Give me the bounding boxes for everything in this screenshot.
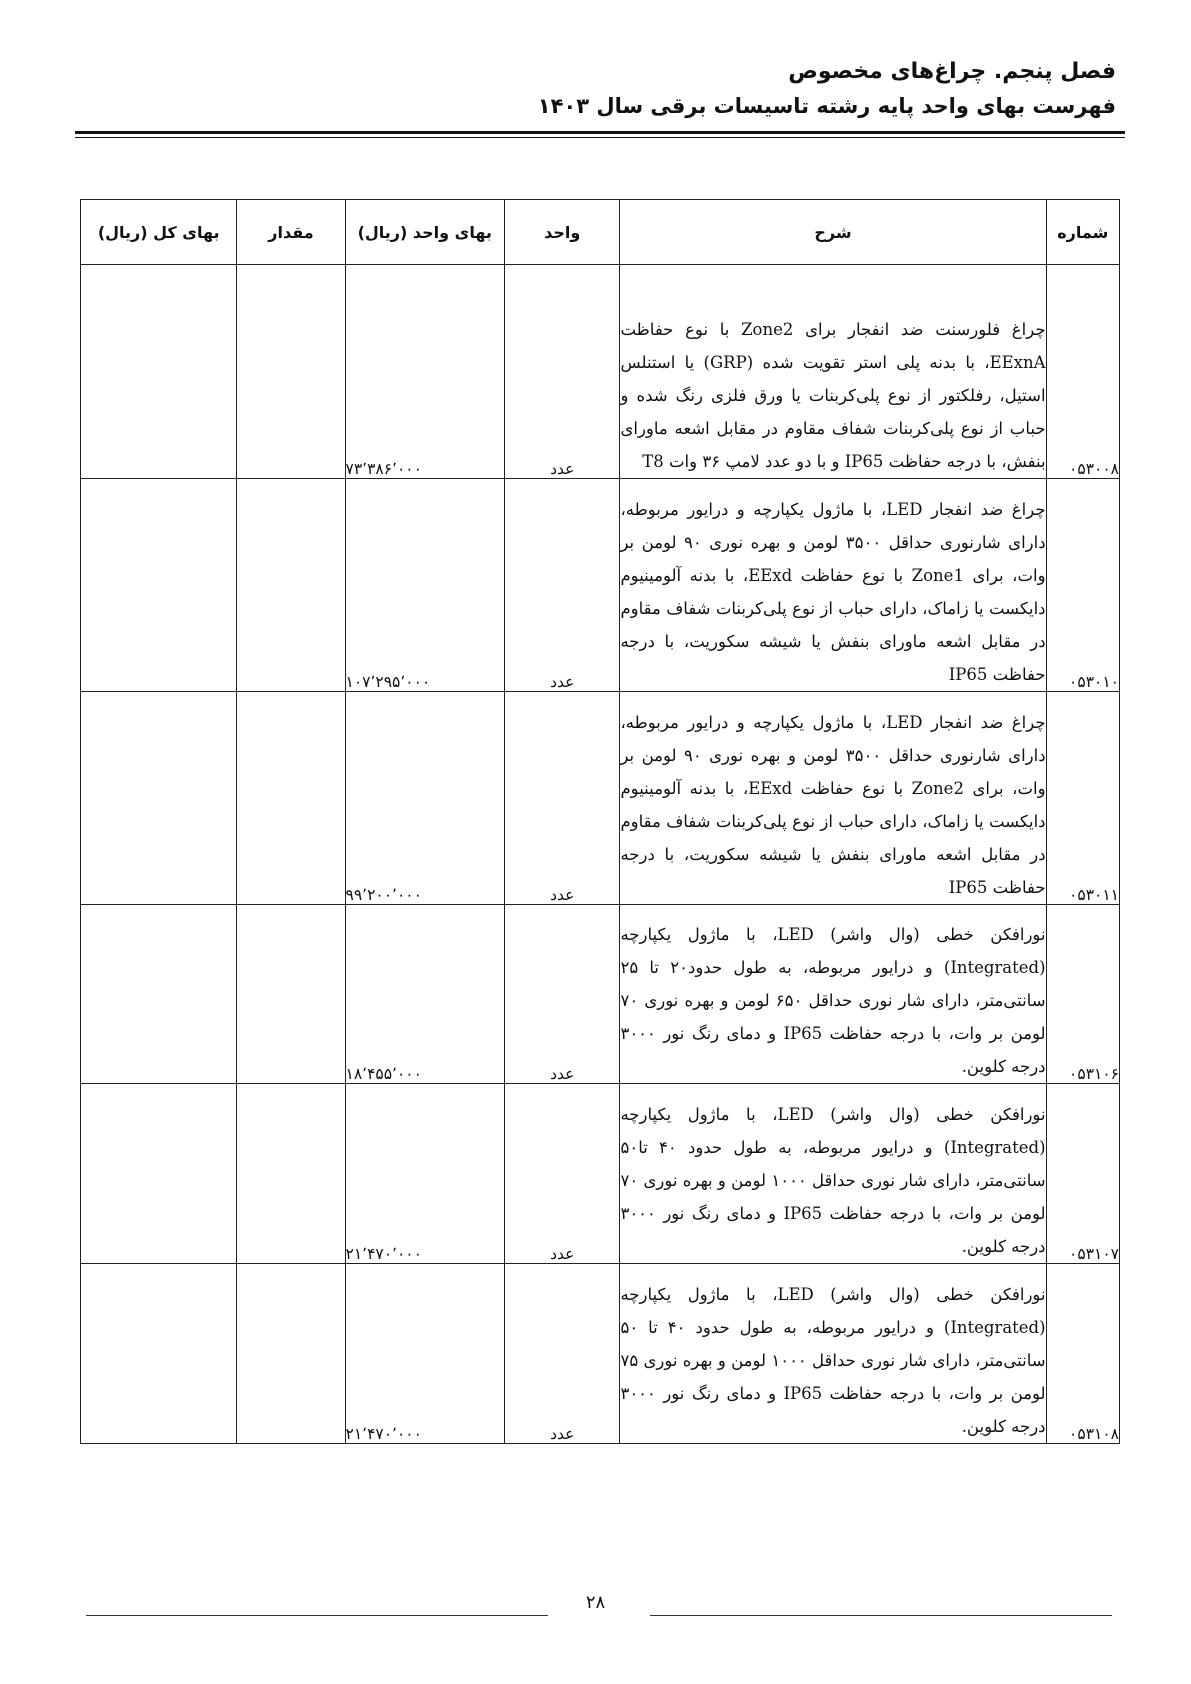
table-header-row [81,200,1120,265]
item-code: ۰۵۳۱۰۸ [1046,1264,1119,1444]
column-header-code: شماره [1046,200,1119,265]
item-code: ۰۵۳۱۰۷ [1046,1084,1119,1264]
header-rule-thick [75,131,1125,134]
page-header [66,55,1116,123]
item-total-price [81,1084,237,1264]
item-quantity [237,905,345,1084]
item-total-price [81,905,237,1084]
item-unit: عدد [505,1084,620,1264]
item-unit-price: ۲۱٬۴۷۰٬۰۰۰ [345,1084,505,1264]
header-rule-thin [75,137,1125,138]
item-total-price [81,1264,237,1444]
item-unit-price: ۱۰۷٬۲۹۵٬۰۰۰ [345,479,505,692]
table-row [81,1264,1120,1444]
item-unit-price: ۲۱٬۴۷۰٬۰۰۰ [345,1264,505,1444]
table-row [81,692,1120,905]
item-description: چراغ ضد انفجار LED، با ماژول یکپارچه و درایور مربوطه، دارای شارنوری حداقل ۳۵۰۰ لومن و بهره نوری ۹۰ لومن بر وات، برای Zone1 با نوع حفاظت EExd، با بدنه آلومینیوم دایکست یا زاماک، دارای حباب از نوع پلی‌کربنات شفاف مقاوم در مقابل اشعه ماورای بنفش یا شیشه سکوریت، با درجه حفاظت IP65 [620,479,1046,692]
item-code: ۰۵۳۰۱۰ [1046,479,1119,692]
item-description: نورافکن خطی (وال واشر) LED، با ماژول یکپارچه (Integrated) و درایور مربوطه، به طول حدود ۴۰ تا۵۰ سانتی‌متر، دارای شار نوری حداقل ۱۰۰۰ لومن و بهره نوری ۷۰ لومن بر وات، با درجه حفاظت IP65 و دمای رنگ نور ۳۰۰۰ درجه کلوین. [620,1084,1046,1264]
page-number: ۲۸ [585,1592,606,1613]
column-header-description: شرح [620,200,1046,265]
table-row [81,1084,1120,1264]
item-unit: عدد [505,692,620,905]
chapter-title: فصل پنجم. چراغ‌های مخصوص [788,59,1116,84]
table-row [81,905,1120,1084]
item-unit-price: ۱۸٬۴۵۵٬۰۰۰ [345,905,505,1084]
table-row [81,265,1120,479]
column-header-unit-price: بهای واحد (ریال) [345,200,505,265]
footer-rule-right [650,1615,1112,1616]
item-description: نورافکن خطی (وال واشر) LED، با ماژول یکپارچه (Integrated) و درایور مربوطه، به طول حدود۲۰ تا ۲۵ سانتی‌متر، دارای شار نوری حداقل ۶۵۰ لومن و بهره نوری ۷۰ لومن بر وات، با درجه حفاظت IP65 و دمای رنگ نور ۳۰۰۰ درجه کلوین. [620,905,1046,1084]
item-unit: عدد [505,905,620,1084]
item-unit-price: ۹۹٬۲۰۰٬۰۰۰ [345,692,505,905]
item-quantity [237,1084,345,1264]
item-description: چراغ فلورسنت ضد انفجار برای Zone2 با نوع حفاظت EExnA، با بدنه پلی استر تقویت شده (GRP) یا استنلس استیل، رفلکتور از نوع پلی‌کربنات یا ورق فلزی رنگ شده و حباب از نوع پلی‌کربنات شفاف مقاوم در مقابل اشعه ماورای بنفش، با درجه حفاظت IP65 و با دو عدد لامپ ۳۶ وات T8 [620,265,1046,479]
item-total-price [81,479,237,692]
item-quantity [237,479,345,692]
item-unit: عدد [505,1264,620,1444]
column-header-total-price: بهای کل (ریال) [81,200,237,265]
item-quantity [237,692,345,905]
column-header-unit: واحد [505,200,620,265]
item-unit: عدد [505,265,620,479]
footer-rule-left [86,1615,548,1616]
item-unit: عدد [505,479,620,692]
item-unit-price: ۷۳٬۳۸۶٬۰۰۰ [345,265,505,479]
item-description: چراغ ضد انفجار LED، با ماژول یکپارچه و درایور مربوطه، دارای شارنوری حداقل ۳۵۰۰ لومن و بهره نوری ۹۰ لومن بر وات، برای Zone2 با نوع حفاظت EExd، با بدنه آلومینیوم دایکست یا زاماک، دارای حباب از نوع پلی‌کربنات شفاف مقاوم در مقابل اشعه ماورای بنفش یا شیشه سکوریت، با درجه حفاظت IP65 [620,692,1046,905]
item-code: ۰۵۳۱۰۶ [1046,905,1119,1084]
item-quantity [237,265,345,479]
item-description: نورافکن خطی (وال واشر) LED، با ماژول یکپارچه (Integrated) و درایور مربوطه، به طول حدود ۴۰ تا ۵۰ سانتی‌متر، دارای شار نوری حداقل ۱۰۰۰ لومن و بهره نوری ۷۵ لومن بر وات، با درجه حفاظت IP65 و دمای رنگ نور ۳۰۰۰ درجه کلوین. [620,1264,1046,1444]
item-code: ۰۵۳۰۰۸ [1046,265,1119,479]
table-row [81,479,1120,692]
document-subtitle: فهرست بهای واحد پایه رشته تاسیسات برقی سال ۱۴۰۳ [537,94,1116,118]
item-quantity [237,1264,345,1444]
column-header-quantity: مقدار [237,200,345,265]
item-total-price [81,692,237,905]
price-list-table [80,199,1120,1444]
item-total-price [81,265,237,479]
item-code: ۰۵۳۰۱۱ [1046,692,1119,905]
